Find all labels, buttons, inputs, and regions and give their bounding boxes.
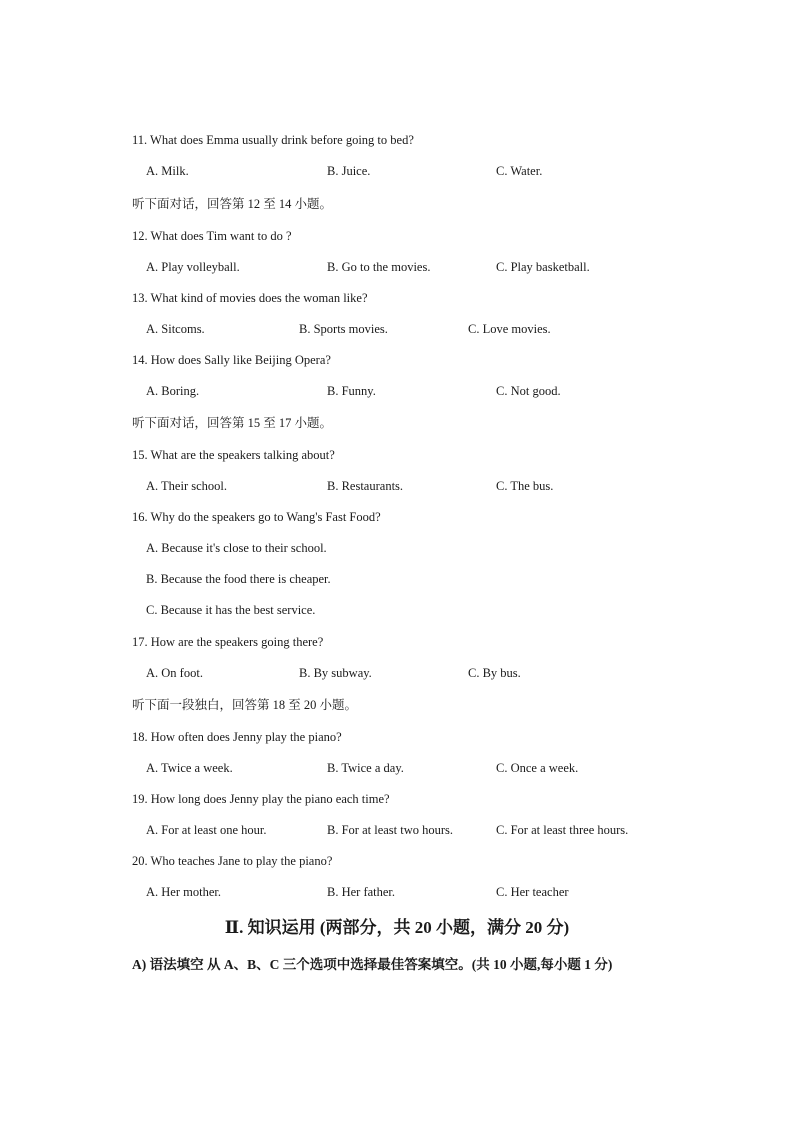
q17-option-a: A. On foot. — [146, 666, 203, 680]
question-15: 15. What are the speakers talking about? — [132, 448, 335, 462]
q12-option-b: B. Go to the movies. — [327, 260, 431, 274]
directions-15-17: 听下面对话，回答第 15 至 17 小题。 — [132, 416, 333, 430]
q19-option-c: C. For at least three hours. — [496, 823, 629, 837]
q12-option-c: C. Play basketball. — [496, 260, 590, 274]
q13-option-b: B. Sports movies. — [299, 322, 388, 336]
question-17: 17. How are the speakers going there? — [132, 635, 324, 649]
q11-option-a: A. Milk. — [146, 164, 189, 178]
question-18: 18. How often does Jenny play the piano? — [132, 730, 342, 744]
question-12: 12. What does Tim want to do ? — [132, 229, 292, 243]
part-a-instructions: A) 语法填空 从 A、B、C 三个选项中选择最佳答案填空。(共 10 小题,每小题 1 分) — [132, 957, 613, 972]
q20-option-b: B. Her father. — [327, 885, 396, 899]
q15-option-b: B. Restaurants. — [327, 479, 404, 493]
q16-option-c: C. Because it has the best service. — [146, 603, 316, 617]
q17-option-b: B. By subway. — [299, 666, 372, 680]
question-19: 19. How long does Jenny play the piano each time? — [132, 792, 390, 806]
question-20: 20. Who teaches Jane to play the piano? — [132, 854, 333, 868]
q19-option-b: B. For at least two hours. — [327, 823, 454, 837]
q11-option-c: C. Water. — [496, 164, 543, 178]
q15-option-c: C. The bus. — [496, 479, 554, 493]
q18-option-b: B. Twice a day. — [327, 761, 404, 775]
q20-option-c: C. Her teacher — [496, 885, 569, 899]
q17-option-c: C. By bus. — [468, 666, 521, 680]
question-16: 16. Why do the speakers go to Wang's Fast Food? — [132, 510, 381, 524]
question-11: 11. What does Emma usually drink before going to bed? — [132, 133, 414, 147]
q15-option-a: A. Their school. — [146, 479, 228, 493]
q14-option-b: B. Funny. — [327, 384, 376, 398]
directions-18-20: 听下面一段独白，回答第 18 至 20 小题。 — [132, 698, 358, 712]
q13-option-c: C. Love movies. — [468, 322, 551, 336]
q12-option-a: A. Play volleyball. — [146, 260, 240, 274]
question-13: 13. What kind of movies does the woman like? — [132, 291, 368, 305]
question-14: 14. How does Sally like Beijing Opera? — [132, 353, 331, 367]
q18-option-c: C. Once a week. — [496, 761, 579, 775]
q11-option-b: B. Juice. — [327, 164, 371, 178]
q16-option-b: B. Because the food there is cheaper. — [146, 572, 331, 586]
section-2-heading: Ⅱ. 知识运用 (两部分，共 20 小题，满分 20 分) — [224, 918, 570, 937]
directions-12-14: 听下面对话，回答第 12 至 14 小题。 — [132, 197, 333, 211]
q16-option-a: A. Because it's close to their school. — [146, 541, 327, 555]
q14-option-a: A. Boring. — [146, 384, 200, 398]
q19-option-a: A. For at least one hour. — [146, 823, 267, 837]
q18-option-a: A. Twice a week. — [146, 761, 233, 775]
q13-option-a: A. Sitcoms. — [146, 322, 205, 336]
q14-option-c: C. Not good. — [496, 384, 561, 398]
q20-option-a: A. Her mother. — [146, 885, 221, 899]
